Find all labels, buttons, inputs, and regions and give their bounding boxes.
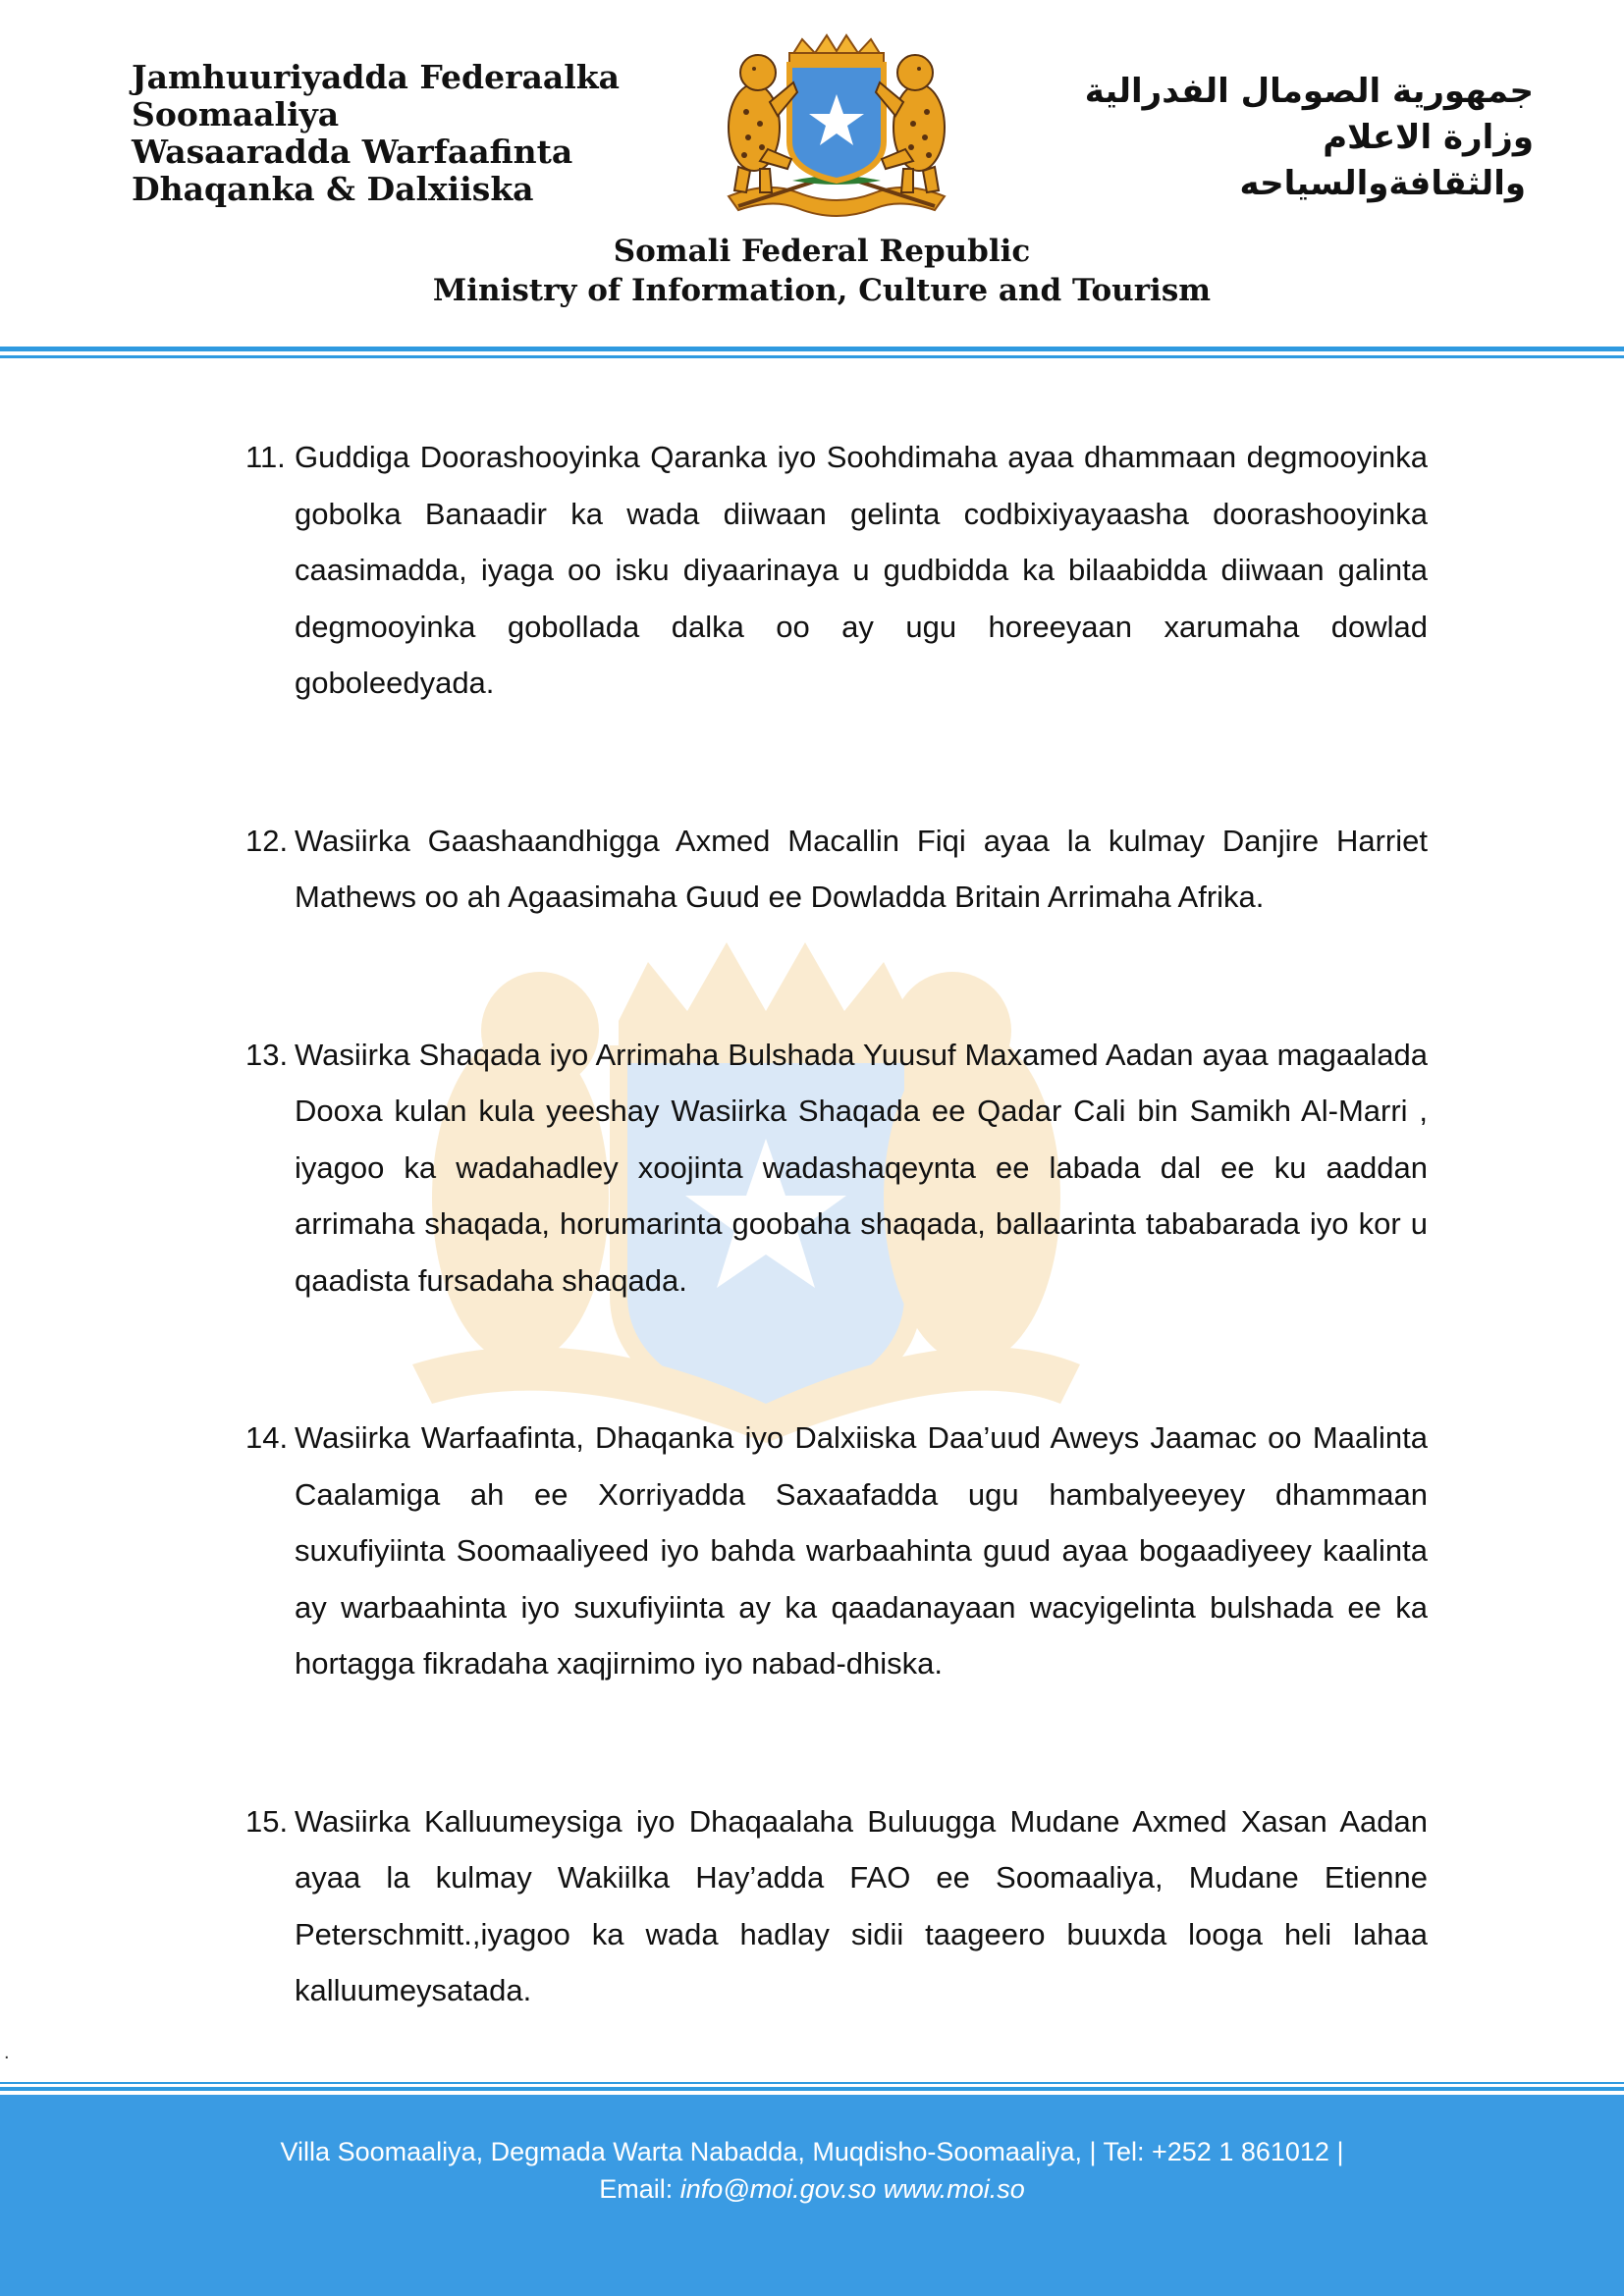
header-center-english: [0, 232, 1624, 310]
news-item: [240, 1793, 1428, 2019]
news-item: [240, 813, 1428, 926]
footer-email-line: [0, 2170, 1624, 2208]
footer-divider-thick: [0, 2087, 1624, 2091]
news-item-number: 14.: [245, 1420, 289, 1455]
header-left-line-4: Dhaqanka & Dalxiiska: [132, 170, 534, 208]
header-left-line-1: Jamhuuriyadda Federaalka: [132, 58, 621, 96]
news-item: [240, 429, 1428, 712]
news-item-number: 15.: [245, 1803, 289, 1839]
header-left-somali: [132, 59, 642, 208]
header-right-arabic: [1023, 69, 1534, 207]
footer-divider-thin: [0, 2082, 1624, 2084]
header-left-line-3: Wasaaradda Warfaafinta: [132, 133, 573, 171]
header-divider-thick: [0, 347, 1624, 351]
footer-address: Villa Soomaaliya, Degmada Warta Nabadda, Muqdisho-Soomaaliya, | Tel: +252 1 861012 |: [280, 2137, 1344, 2166]
news-item: [240, 1410, 1428, 1692]
news-item-number: 13.: [245, 1037, 289, 1072]
header-republic-name: Somali Federal Republic: [613, 234, 1031, 269]
news-item-text: Guddiga Doorashooyinka Qaranka iyo Soohdimaha ayaa dhammaan degmooyinka gobolka Banaadir ka wada diiwaan gelinta codbixiyayaasha doorashooyinka caasimadda, iyaga oo isku diyaarinaya u gudbidda ka bilaabidda diiwaan galinta degmooyinka gobollada dalka oo ay ugu horeeyaan xarumaha dowlad goboleedyada.: [295, 440, 1428, 700]
news-item-text: Wasiirka Kalluumeysiga iyo Dhaqaalaha Buluugga Mudane Axmed Xasan Aadan ayaa la kulmay Wakiilka Hay’adda FAO ee Soomaaliya, Mudane Etienne Peterschmitt.,iyagoo ka wada hadlay sidii taageero buuxda looga heli lahaa kalluumeysatada.: [295, 1803, 1428, 2007]
news-item-number: 12.: [245, 823, 289, 858]
news-item: [240, 1027, 1428, 1309]
header-right-line-2: وزارة الاعلام: [1323, 118, 1534, 157]
footer-email-label: Email:: [599, 2174, 680, 2204]
stray-mark: .: [4, 2042, 10, 2063]
footer-contact: [0, 2133, 1624, 2208]
news-item-list: [240, 429, 1428, 2120]
header-right-line-1: جمهورية الصومال الفدرالية: [1084, 72, 1534, 111]
news-item-number: 11.: [245, 440, 286, 474]
news-item-text: Wasiirka Gaashaandhigga Axmed Macallin Fiqi ayaa la kulmay Danjire Harriet Mathews oo ah Agaasimaha Guud ee Dowladda Britain Arrimaha Afrika.: [295, 823, 1428, 914]
header-divider-thin: [0, 355, 1624, 358]
somalia-coat-of-arms-icon: [699, 33, 974, 226]
header-right-line-3: والثقافةوالسياحه: [1239, 164, 1526, 203]
header-left-line-2: Soomaaliya: [132, 95, 340, 133]
news-item-text: Wasiirka Warfaafinta, Dhaqanka iyo Dalxiiska Daa’uud Aweys Jaamac oo Maalinta Caalamiga ah ee Xorriyadda Saxaafadda ugu hambalyeeyey dhammaan suxufiyiinta Soomaaliyeed iyo bahda warbaahinta guud ayaa bogaadiyeey kaalinta ay warbaahinta iyo suxufiyiinta ay ka qaadanayaan wacyigelinta bulshada ee ka hortagga fikradaha xaqjirnimo iyo nabad-dhiska.: [295, 1420, 1428, 1681]
header-ministry-name: Ministry of Information, Culture and Tourism: [432, 273, 1212, 308]
footer-website-link[interactable]: www.moi.so: [883, 2174, 1025, 2204]
footer-email-link[interactable]: info@moi.gov.so: [679, 2174, 877, 2204]
news-item-text: Wasiirka Shaqada iyo Arrimaha Bulshada Yuusuf Maxamed Aadan ayaa magaalada Dooxa kulan kula yeeshay Wasiirka Shaqada ee Qadar Cali bin Samikh Al-Marri , iyagoo ka wadahadley xoojinta wadashaqeynta ee labada dal ee ku aaddan arrimaha shaqada, horumarinta goobaha shaqada, ballaarinta tababarada iyo kor u qaadista fursadaha shaqada.: [295, 1037, 1428, 1298]
